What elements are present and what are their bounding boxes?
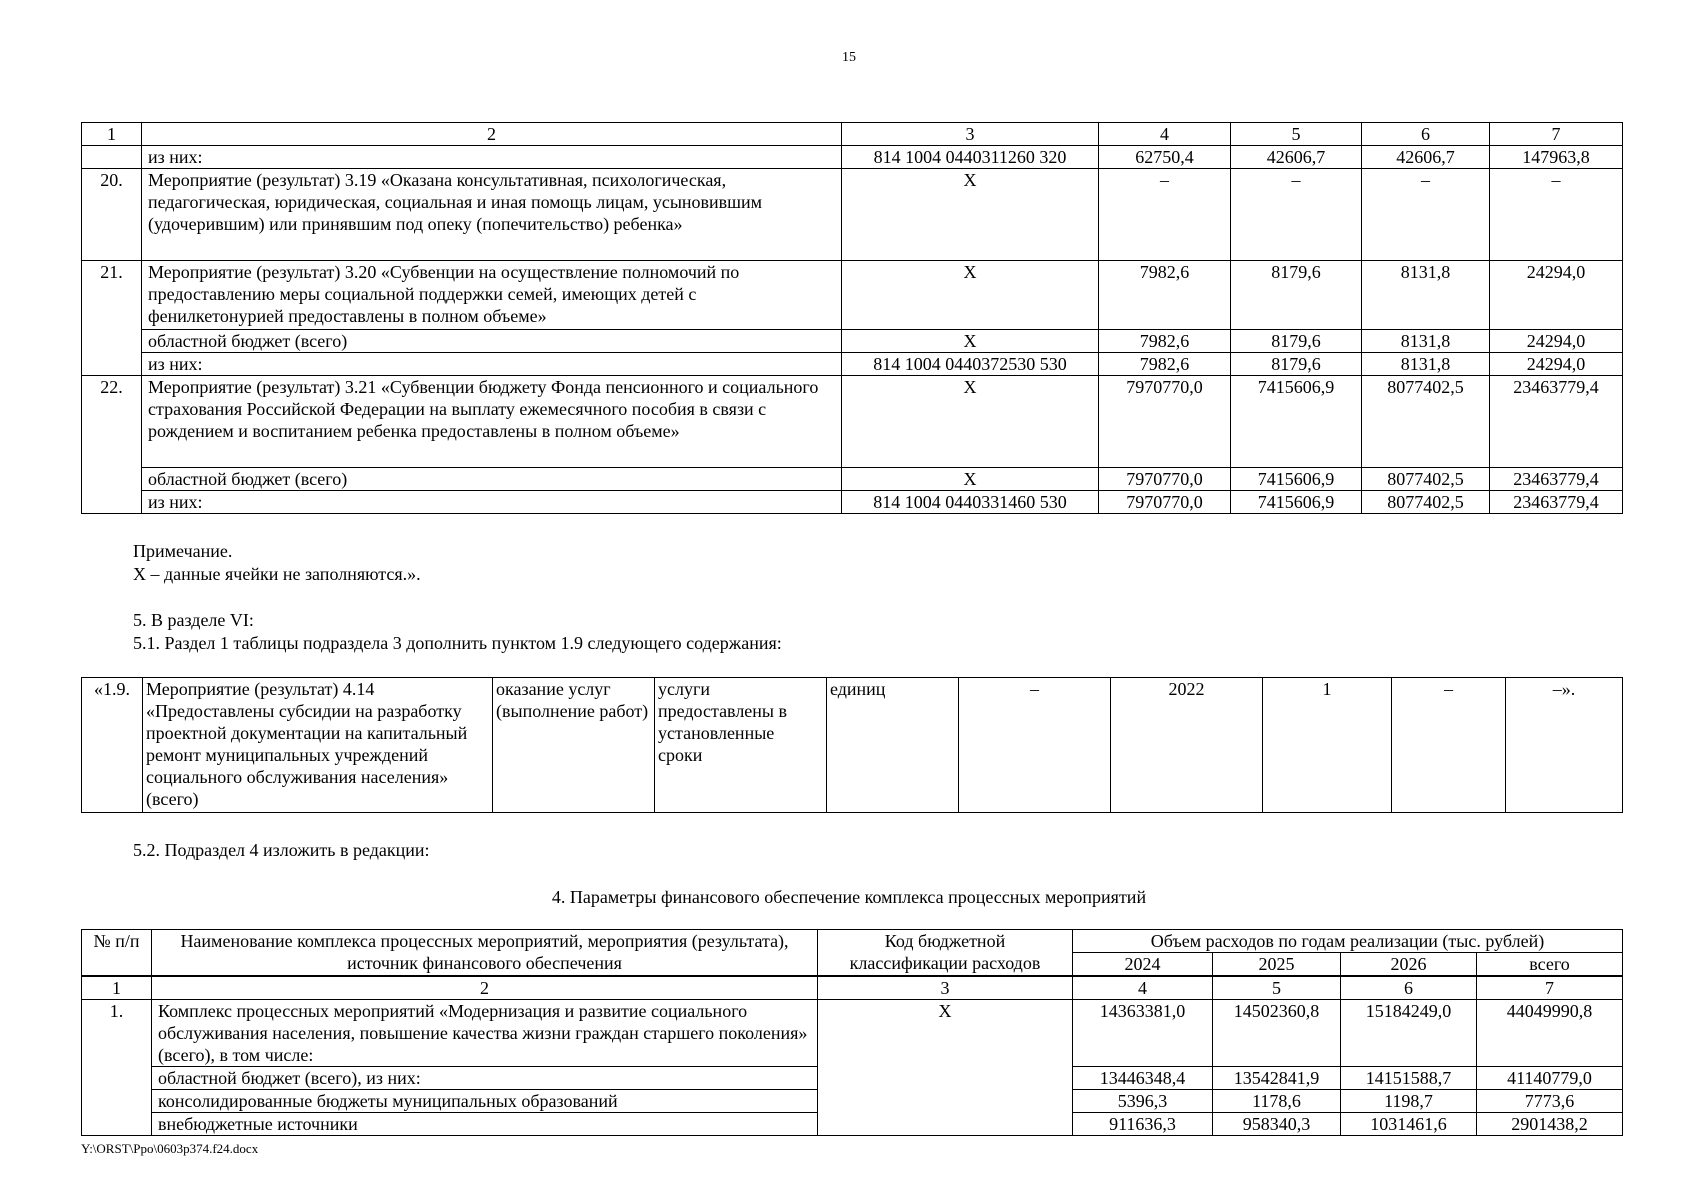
row-2026: 14151588,7 xyxy=(1341,1067,1477,1090)
row-2025: 958340,3 xyxy=(1213,1113,1341,1136)
row-total: 24294,0 xyxy=(1490,261,1623,330)
row-2025: 1178,6 xyxy=(1213,1090,1341,1113)
section-5-2-text: 5.2. Подраздел 4 изложить в редакции: xyxy=(133,840,430,860)
row-2025: 8179,6 xyxy=(1231,261,1362,330)
note-text: Х – данные ячейки не заполняются.». xyxy=(133,564,421,584)
row-code: X xyxy=(842,261,1099,330)
table-budget-results xyxy=(81,122,1623,514)
table-row xyxy=(82,169,1623,261)
item-value-2: – xyxy=(1392,678,1506,813)
row-num xyxy=(82,146,142,169)
row-code: 814 1004 0440311260 320 xyxy=(842,146,1099,169)
section-5-heading: 5. В разделе VI: xyxy=(133,610,254,630)
row-code: X xyxy=(842,376,1099,468)
row-2026: 8077402,5 xyxy=(1362,468,1490,491)
header-year-2026: 2026 xyxy=(1341,953,1477,977)
row-2024: 7970770,0 xyxy=(1099,376,1231,468)
row-total: 2901438,2 xyxy=(1477,1113,1623,1136)
row-total: 7773,6 xyxy=(1477,1090,1623,1113)
row-name: Мероприятие (результат) 3.21 «Субвенции бюджету Фонда пенсионного и социального страхования Российской Федерации на выплату ежемесячного пособия в связи с рождением и воспитанием ребенка предоставлены в полном объеме» xyxy=(142,376,842,468)
row-name: из них: xyxy=(142,146,842,169)
item-num: «1.9. xyxy=(82,678,143,813)
row-name: областной бюджет (всего) xyxy=(142,330,842,353)
row-num: 21. xyxy=(82,261,142,376)
row-name: Мероприятие (результат) 3.20 «Субвенции на осуществление полномочий по предоставлению меры социальной поддержки семей, имеющих детей с фенилкетонурией предоставлены в полном объеме» xyxy=(142,261,842,330)
col-index-6: 6 xyxy=(1341,976,1477,1000)
row-total: 147963,8 xyxy=(1490,146,1623,169)
row-total: 24294,0 xyxy=(1490,353,1623,376)
row-total: – xyxy=(1490,169,1623,261)
col-index-3: 3 xyxy=(842,123,1099,146)
table-header-row xyxy=(82,930,1623,953)
row-code: 814 1004 0440331460 530 xyxy=(842,491,1099,514)
table-row xyxy=(82,376,1623,468)
col-index-7: 7 xyxy=(1490,123,1623,146)
table-financial-parameters xyxy=(81,929,1623,1136)
col-index-3: 3 xyxy=(818,976,1073,1000)
row-code: X xyxy=(842,468,1099,491)
row-name: внебюджетные источники xyxy=(152,1113,818,1136)
note-title: Примечание. xyxy=(133,541,233,561)
table-row xyxy=(82,491,1623,514)
page-number: 15 xyxy=(842,50,856,65)
row-name: Мероприятие (результат) 3.19 «Оказана консультативная, психологическая, педагогическая, юридическая, социальная и иная помощь лицам, усыновившим (удочерившим) или принявшим под опеку (попечительство) ребенка» xyxy=(142,169,842,261)
row-code: X xyxy=(842,169,1099,261)
header-num: № п/п xyxy=(82,930,152,977)
row-2026: 8131,8 xyxy=(1362,261,1490,330)
item-base: – xyxy=(959,678,1111,813)
table3-title: 4. Параметры финансового обеспечение комплекса процессных мероприятий xyxy=(551,887,1147,907)
item-type: оказание услуг (выполнение работ) xyxy=(493,678,655,813)
row-2025: 8179,6 xyxy=(1231,353,1362,376)
row-2026: 8131,8 xyxy=(1362,353,1490,376)
item-year: 2022 xyxy=(1111,678,1263,813)
header-year-2025: 2025 xyxy=(1213,953,1341,977)
footer-file-path: Y:\ORST\Ppo\0603p374.f24.docx xyxy=(81,1141,259,1156)
row-2025: 7415606,9 xyxy=(1231,491,1362,514)
row-total: 44049990,8 xyxy=(1477,1000,1623,1067)
row-2026: 8077402,5 xyxy=(1362,376,1490,468)
table-item-1-9 xyxy=(81,677,1623,813)
item-name: Мероприятие (результат) 4.14 «Предоставлены субсидии на разработку проектной документации на капитальный ремонт муниципальных учреждений социального обслуживания населения» (всего) xyxy=(143,678,493,813)
header-year-2024: 2024 xyxy=(1073,953,1213,977)
row-2024: 62750,4 xyxy=(1099,146,1231,169)
header-volume: Объем расходов по годам реализации (тыс. рублей) xyxy=(1073,930,1623,953)
row-name: консолидированные бюджеты муниципальных образований xyxy=(152,1090,818,1113)
row-2024: 13446348,4 xyxy=(1073,1067,1213,1090)
row-name: областной бюджет (всего) xyxy=(142,468,842,491)
header-name: Наименование комплекса процессных мероприятий, мероприятия (результата), источник финансового обеспечения xyxy=(152,930,818,977)
row-2025: 7415606,9 xyxy=(1231,468,1362,491)
row-2026: 1031461,6 xyxy=(1341,1113,1477,1136)
row-2024: 5396,3 xyxy=(1073,1090,1213,1113)
table-row xyxy=(82,468,1623,491)
section-5-1-text: 5.1. Раздел 1 таблицы подраздела 3 дополнить пунктом 1.9 следующего содержания: xyxy=(133,633,782,653)
row-2024: 7982,6 xyxy=(1099,353,1231,376)
row-2026: 42606,7 xyxy=(1362,146,1490,169)
row-2025: 7415606,9 xyxy=(1231,376,1362,468)
row-2024: 7970770,0 xyxy=(1099,491,1231,514)
table-index-row xyxy=(82,976,1623,1000)
row-total: 23463779,4 xyxy=(1490,491,1623,514)
col-index-1: 1 xyxy=(82,976,152,1000)
row-2026: 8077402,5 xyxy=(1362,491,1490,514)
header-code: Код бюджетной классификации расходов xyxy=(818,930,1073,977)
row-num: 20. xyxy=(82,169,142,261)
row-total: 24294,0 xyxy=(1490,330,1623,353)
item-result: услуги предоставлены в установленные сроки xyxy=(655,678,827,813)
row-total: 23463779,4 xyxy=(1490,468,1623,491)
row-2026: 8131,8 xyxy=(1362,330,1490,353)
col-index-5: 5 xyxy=(1231,123,1362,146)
row-2024: 7982,6 xyxy=(1099,330,1231,353)
table-row xyxy=(82,353,1623,376)
row-name: из них: xyxy=(142,353,842,376)
row-2026: 1198,7 xyxy=(1341,1090,1477,1113)
item-value-1: 1 xyxy=(1263,678,1392,813)
row-2025: – xyxy=(1231,169,1362,261)
row-code: X xyxy=(818,1000,1073,1136)
row-2024: 911636,3 xyxy=(1073,1113,1213,1136)
col-index-5: 5 xyxy=(1213,976,1341,1000)
row-2025: 13542841,9 xyxy=(1213,1067,1341,1090)
col-index-7: 7 xyxy=(1477,976,1623,1000)
row-2025: 14502360,8 xyxy=(1213,1000,1341,1067)
col-index-1: 1 xyxy=(82,123,142,146)
row-total: 41140779,0 xyxy=(1477,1067,1623,1090)
header-total: всего xyxy=(1477,953,1623,977)
row-total: 23463779,4 xyxy=(1490,376,1623,468)
row-num: 1. xyxy=(82,1000,152,1136)
table-row xyxy=(82,330,1623,353)
row-2026: – xyxy=(1362,169,1490,261)
item-unit: единиц xyxy=(827,678,959,813)
row-2025: 8179,6 xyxy=(1231,330,1362,353)
row-2025: 42606,7 xyxy=(1231,146,1362,169)
item-value-3: –». xyxy=(1506,678,1623,813)
table-header-row xyxy=(82,123,1623,146)
col-index-6: 6 xyxy=(1362,123,1490,146)
row-2024: 7970770,0 xyxy=(1099,468,1231,491)
row-code: 814 1004 0440372530 530 xyxy=(842,353,1099,376)
row-name: областной бюджет (всего), из них: xyxy=(152,1067,818,1090)
row-2024: – xyxy=(1099,169,1231,261)
col-index-4: 4 xyxy=(1073,976,1213,1000)
table-row xyxy=(82,146,1623,169)
row-2026: 15184249,0 xyxy=(1341,1000,1477,1067)
col-index-2: 2 xyxy=(142,123,842,146)
row-code: X xyxy=(842,330,1099,353)
col-index-2: 2 xyxy=(152,976,818,1000)
table-row xyxy=(82,678,1623,813)
row-2024: 14363381,0 xyxy=(1073,1000,1213,1067)
row-2024: 7982,6 xyxy=(1099,261,1231,330)
row-name: Комплекс процессных мероприятий «Модернизация и развитие социального обслуживания населения, повышение качества жизни граждан старшего поколения» (всего), в том числе: xyxy=(152,1000,818,1067)
col-index-4: 4 xyxy=(1099,123,1231,146)
row-name: из них: xyxy=(142,491,842,514)
table-row xyxy=(82,261,1623,330)
row-num: 22. xyxy=(82,376,142,514)
table-row xyxy=(82,1000,1623,1067)
